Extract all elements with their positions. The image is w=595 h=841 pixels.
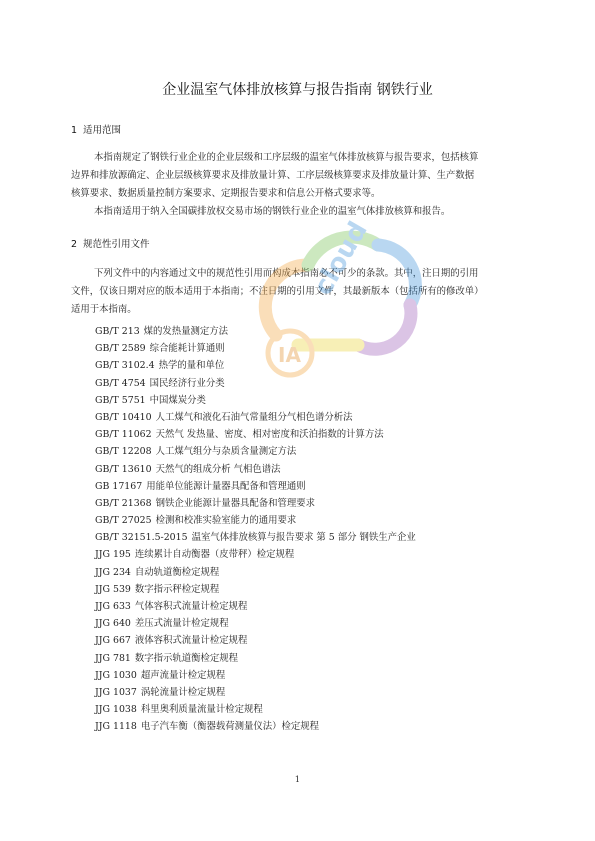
reference-title: 综合能耗计算通则 (149, 343, 225, 355)
reference-title: 数字指示轨道衡检定规程 (134, 652, 239, 664)
paragraph-line: 边界和排放源确定、企业层级核算要求及排放量计算、工序层级核算要求及排放量计算、生产数据 (71, 170, 475, 181)
reference-title: 自动轨道衡检定规程 (134, 566, 220, 578)
section-heading-2 (71, 236, 150, 250)
reference-code: JJG 1037 (95, 686, 137, 698)
reference-code: GB/T 32151.5-2015 (95, 532, 188, 544)
reference-item (95, 667, 416, 684)
reference-title: 人工煤气和液化石油气常量组分气相色谱分析法 (155, 411, 353, 423)
reference-item (95, 443, 416, 460)
reference-item (95, 632, 416, 649)
reference-code: GB/T 12208 (95, 446, 152, 458)
reference-title: 差压式流量计检定规程 (134, 618, 229, 630)
reference-item (95, 546, 416, 563)
reference-item (95, 392, 416, 409)
reference-title: 国民经济行业分类 (149, 377, 225, 389)
reference-item (95, 581, 416, 598)
reference-code: JJG 539 (95, 583, 131, 595)
paragraph-line: 下列文件中的内容通过文中的规范性引用而构成本指南必不可少的条款。其中，注日期的引用 (94, 268, 479, 279)
reference-code: JJG 234 (95, 566, 131, 578)
reference-item (95, 684, 416, 701)
reference-item (95, 615, 416, 632)
paragraph-line: 适用于本指南。 (71, 304, 137, 315)
reference-code: GB/T 4754 (95, 377, 146, 389)
section-title: 规范性引用文件 (83, 239, 150, 250)
section-number: 1 (71, 125, 78, 136)
reference-code: GB/T 5751 (95, 394, 146, 406)
reference-code: JJG 781 (95, 652, 131, 664)
reference-code: JJG 1038 (95, 704, 137, 716)
reference-title: 电子汽车衡（衡器载荷测量仪法）检定规程 (140, 721, 319, 733)
reference-item (95, 718, 416, 735)
reference-code: JJG 633 (95, 601, 131, 612)
reference-title: 液体容积式流量计检定规程 (134, 635, 248, 647)
section-number: 2 (71, 239, 78, 250)
reference-title: 涡轮流量计检定规程 (140, 686, 226, 698)
reference-code: GB/T 213 (95, 326, 140, 337)
reference-item (95, 426, 416, 443)
reference-title: 人工煤气组分与杂质含量测定方法 (155, 446, 297, 458)
reference-title: 煤的发热量测定方法 (143, 326, 229, 337)
reference-item (95, 512, 416, 529)
reference-code: JJG 640 (95, 618, 131, 630)
reference-title: 连续累计自动衡器（皮带秤）检定规程 (134, 549, 295, 561)
section-title: 适用范围 (83, 125, 122, 136)
page-title: 企业温室气体排放核算与报告指南 钢铁行业 (162, 82, 433, 98)
reference-title: 数字指示秤检定规程 (134, 583, 220, 595)
reference-title: 科里奥利质量流量计检定规程 (140, 704, 263, 716)
reference-item (95, 564, 416, 581)
reference-title: 用能单位能源计量器具配备和管理通则 (146, 480, 306, 492)
paragraph-line: 核算要求、数据质量控制方案要求、定期报告要求和信息公开格式要求等。 (71, 188, 381, 199)
reference-code: JJG 1030 (95, 669, 137, 681)
svg-text:cloud: cloud (308, 216, 374, 301)
reference-item (95, 598, 416, 615)
reference-code: GB/T 21368 (95, 497, 152, 509)
paragraph-line: 本指南规定了钢铁行业企业的企业层级和工序层级的温室气体排放核算与报告要求，包括核算 (94, 152, 479, 163)
paragraph-line: 本指南适用于纳入全国碳排放权交易市场的钢铁行业企业的温室气体排放核算和报告。 (94, 206, 451, 217)
reference-code: JJG 195 (95, 549, 131, 561)
reference-code: GB/T 2589 (95, 343, 146, 355)
reference-item (95, 495, 416, 512)
reference-code: JJG 667 (95, 635, 131, 647)
reference-title: 天然气 发热量、密度、相对密度和沃泊指数的计算方法 (155, 429, 384, 441)
reference-code: GB/T 13610 (95, 463, 152, 475)
reference-title: 钢铁企业能源计量器具配备和管理要求 (155, 497, 315, 509)
page-number: 1 (294, 775, 301, 785)
cloud-watermark-logo (238, 195, 438, 385)
reference-code: GB/T 11062 (95, 429, 152, 441)
reference-title: 热学的量和单位 (158, 360, 225, 372)
reference-title: 检测和校准实验室能力的通用要求 (155, 515, 297, 527)
svg-text:IA: IA (278, 343, 301, 367)
reference-item (95, 650, 416, 667)
reference-code: JJG 1118 (95, 721, 137, 733)
reference-title: 温室气体排放核算与报告要求 第 5 部分 钢铁生产企业 (191, 532, 416, 544)
reference-item (95, 701, 416, 718)
section-heading-1 (71, 122, 121, 136)
reference-code: GB/T 27025 (95, 515, 152, 527)
reference-code: GB 17167 (95, 480, 143, 492)
reference-item (95, 478, 416, 495)
reference-item (95, 529, 416, 546)
paragraph-line: 文件，仅该日期对应的版本适用于本指南；不注日期的引用文件，其最新版本（包括所有的修改单） (71, 286, 484, 297)
reference-title: 中国煤炭分类 (149, 394, 206, 406)
reference-code: GB/T 3102.4 (95, 360, 155, 372)
reference-code: GB/T 10410 (95, 411, 152, 423)
reference-item (95, 461, 416, 478)
reference-item (95, 409, 416, 426)
reference-title: 超声流量计检定规程 (140, 669, 226, 681)
reference-title: 天然气的组成分析 气相色谱法 (155, 463, 281, 475)
reference-title: 气体容积式流量计检定规程 (134, 601, 248, 612)
